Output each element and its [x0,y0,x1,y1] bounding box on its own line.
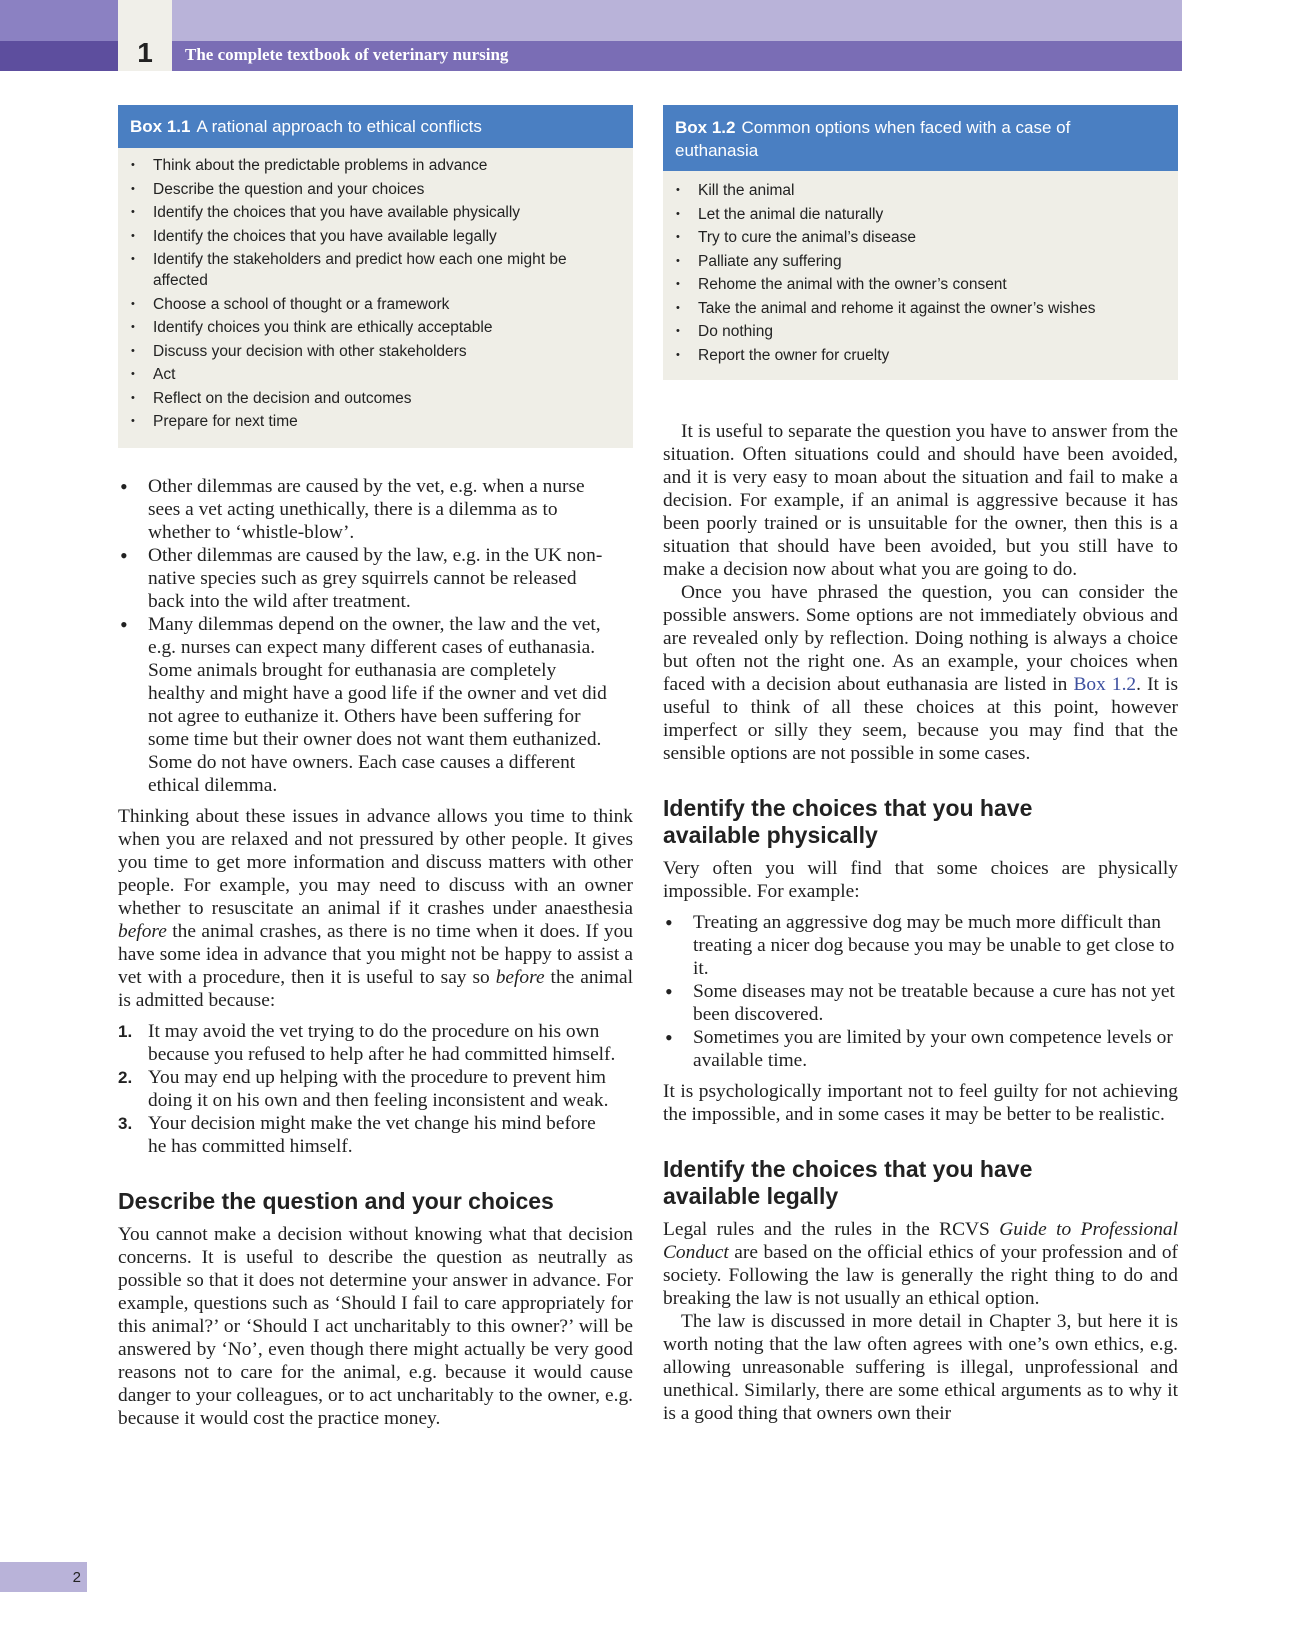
box-1-1-list [118,148,633,445]
left-paragraph-1 [118,805,633,1012]
box-1-2 [663,105,1178,380]
box-1-1-item: • Identify the stakeholders and predict how each one might be affected [130,249,573,291]
right-paragraph-1: It is useful to separate the question you have to answer from the situation. Often situations could and should have been avoided, and it is very easy to moan about the situation and fail to make a decision. For example, if an animal is aggressive because it has been poorly trained or is unsuitable for the owner, then this is a situation that should have been avoided, but you still have to make a decision now about what you are going to do. [663,421,1178,580]
header-title-bar [0,41,1182,71]
numbered-item [118,1020,618,1066]
emphasis: before [118,921,167,942]
header-band-top-accent [0,0,118,41]
numbered-item [118,1066,618,1112]
box-1-1-item: • Describe the question and your choices [130,179,621,200]
section-heading-physically: Identify the choices that you have available physically [663,795,1033,848]
box-1-2-label: Box 1.2 [675,118,736,137]
section-heading-describe: Describe the question and your choices [118,1188,554,1214]
header-band-top [0,0,1182,41]
section-heading-legally: Identify the choices that you have available legally [663,1156,1033,1209]
right-column [663,420,1178,1425]
chapter-number: 1 [118,0,172,71]
left-numbered-list [118,1020,618,1158]
right-bullet-item: • Sometimes you are limited by your own competence levels or available time. [663,1026,1178,1072]
box-1-2-item: • Let the animal die naturally [675,204,1166,225]
box-1-2-item: • Report the owner for cruelty [675,345,1166,366]
box-1-1-item: • Identify the choices that you have available physically [130,202,621,223]
box-1-2-title: Common options when faced with a case of euthanasia [675,118,1071,160]
right-paragraph-6: The law is discussed in more detail in Chapter 3, but here it is worth noting that the law often agrees with one’s own ethics, e.g. allowing unreasonable suffering is illegal, unprofessional and unethical. Similarly, there are some ethical arguments as to why it is a good thing that owners own their [663,1311,1178,1424]
numbered-item [118,1112,618,1158]
left-column [118,475,633,1430]
text-run: the animal is admitted because: [118,967,634,1011]
left-bullet-item: • Other dilemmas are caused by the vet, e.g. when a nurse sees a vet acting unethically, there is a dilemma as to whether to ‘whistle-blow’. [118,475,618,544]
box-1-2-header [663,105,1178,171]
emphasis: before [495,967,545,988]
box-1-1-item: • Identify the choices that you have available legally [130,226,621,247]
right-paragraph-2 [663,581,1178,765]
left-bullet-item: • Other dilemmas are caused by the law, e.g. in the UK non-native species such as grey squirrels cannot be released back into the wild after treatment. [118,544,618,613]
text-run: Thinking about these issues in advance allows you time to think when you are relaxed and not pressured by other people. It gives you time to get more information and discuss matters with other people. For example, you may need to discuss with an owner whether to resuscitate an animal if it crashes under anaesthesia [118,806,633,919]
emphasis: Guide to Professional Conduct [663,1219,1178,1263]
right-paragraph-5 [663,1218,1178,1310]
box-1-2-list [663,171,1178,378]
box-1-2-item: • Do nothing [675,321,1166,342]
page-number: 2 [0,1562,87,1592]
item-number: 1. [118,1022,133,1041]
box-1-1-item: • Think about the predictable problems in advance [130,155,621,176]
right-bullet-item: • Some diseases may not be treatable because a cure has not yet been discovered. [663,980,1178,1026]
box-1-1-header [118,105,633,148]
text-run: the animal crashes, as there is no time when it does. If you have some idea in advance that you might not be happy to assist a vet with a procedure, then it is useful to say so [118,921,633,988]
box-1-1-label: Box 1.1 [130,117,191,136]
header-title-bar-accent [0,41,118,71]
right-bullet-item: • Treating an aggressive dog may be much more difficult than treating a nicer dog because you may be unable to get close to it. [663,911,1178,980]
item-text: Your decision might make the vet change his mind before he has committed himself. [148,1113,596,1157]
book-title: The complete textbook of veterinary nursing [185,45,509,64]
box-1-1 [118,105,633,448]
right-paragraph-4: It is psychologically important not to feel guilty for not achieving the impossible, and in some cases it may be better to be realistic. [663,1081,1178,1125]
text-run: Once you have phrased the question, you can consider the possible answers. Some options are not immediately obvious and are revealed only by reflection. Doing nothing is always a choice but often not the right one. As an example, your choices when faced with a decision about euthanasia are listed in [663,582,1178,695]
box-1-1-item: • Discuss your decision with other stakeholders [130,341,621,362]
text-run: . It is useful to think of all these choices at this point, however imperfect or silly they seem, because you may find that the sensible options are not possible in some cases. [663,674,1178,764]
box-1-1-item: • Choose a school of thought or a framework [130,294,621,315]
item-text: You may end up helping with the procedure to prevent him doing it on his own and then feeling inconsistent and weak. [148,1067,609,1111]
text-run: Legal rules and the rules in the RCVS [663,1219,1000,1240]
right-paragraph-3: Very often you will find that some choices are physically impossible. For example: [663,858,1178,902]
box-1-1-item: • Act [130,364,621,385]
box-1-1-item: • Identify choices you think are ethically acceptable [130,317,621,338]
box-cross-reference-link[interactable]: Box 1.2 [1073,674,1137,695]
box-1-2-item: • Take the animal and rehome it against the owner’s wishes [675,298,1166,319]
box-1-1-item: • Prepare for next time [130,411,621,432]
box-1-2-item: • Try to cure the animal’s disease [675,227,1166,248]
box-1-2-item: • Kill the animal [675,180,1166,201]
left-bullet-list [118,475,618,797]
box-1-2-item: • Rehome the animal with the owner’s consent [675,274,1166,295]
text-run: are based on the official ethics of your profession and of society. Following the law is generally the right thing to do and breaking the law is not usually an ethical option. [663,1242,1178,1309]
item-number: 3. [118,1114,133,1133]
box-1-1-title: A rational approach to ethical conflicts [196,117,482,136]
item-number: 2. [118,1068,133,1087]
item-text: It may avoid the vet trying to do the procedure on his own because you refused to help after he had committed himself. [148,1021,616,1065]
right-bullet-list [663,911,1178,1072]
left-paragraph-2: You cannot make a decision without knowing what that decision concerns. It is useful to describe the question as neutrally as possible so that it does not determine your answer in advance. For example, questions such as ‘Should I fail to care appropriately for this animal?’ or ‘Should I act uncharitably to this owner?’ will be answered by ‘No’, even though there might actually be very good reasons not to care for the animal, e.g. because it would cause danger to your colleagues, or to act uncharitably to the owner, e.g. because it would cost the practice money. [118,1224,633,1429]
box-1-1-item: • Reflect on the decision and outcomes [130,388,621,409]
left-bullet-item: • Many dilemmas depend on the owner, the law and the vet, e.g. nurses can expect many different cases of euthanasia. Some animals brought for euthanasia are completely healthy and might have a good life if the owner and vet did not agree to euthanize it. Others have been suffering for some time but their owner does not want them euthanized. Some do not have owners. Each case causes a different ethical dilemma. [118,613,618,797]
box-1-2-item: • Palliate any suffering [675,251,1166,272]
